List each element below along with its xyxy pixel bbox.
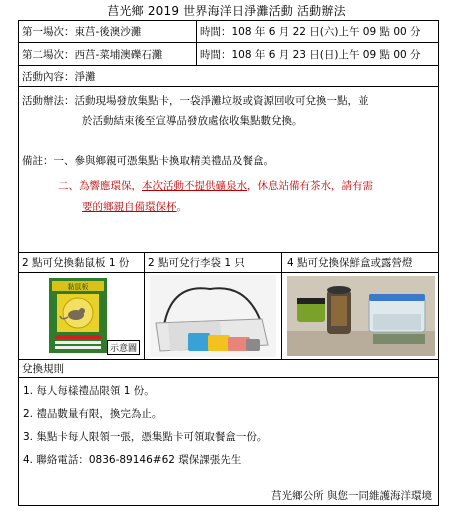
- rules-header-row: [19, 360, 438, 378]
- prize-2-label: 2 點可兌行李袋 1 只: [148, 257, 245, 269]
- container-lantern-image: [287, 276, 435, 356]
- footer-signature: 莒光鄉公所 與您一同維護海洋環境: [271, 490, 432, 502]
- session-1-label: 第一場次：東莒-後澳沙灘: [22, 26, 142, 38]
- session-2-label: 第二場次：西莒-菜埔澳礫石灘: [22, 48, 163, 61]
- travel-bag-image: [150, 275, 276, 357]
- content-row: [19, 66, 438, 87]
- note-2-b: ，: [131, 180, 142, 192]
- method-notes-block: [19, 87, 438, 253]
- rule-item-2: 2. 禮品數量有限，換完為止。: [23, 408, 163, 420]
- note-2-a: 為響應環保: [79, 180, 132, 192]
- travel-bag-icon: [150, 275, 276, 357]
- note-2-d: ，休息站備有茶水，請有需: [247, 180, 373, 192]
- prize-1-label: 2 點可兌換黏鼠板 1 份: [22, 257, 130, 269]
- note-2-f: 。: [176, 201, 187, 213]
- method-line-2: 於活動結束後至宣導品發放處依收集點數兌換。: [82, 115, 303, 127]
- event-table: [18, 20, 439, 506]
- note-2-c: 本次活動不提供礦泉水: [142, 180, 247, 192]
- session-row-2: [19, 43, 438, 66]
- session-1-time: 時間：108 年 6 月 22 日(六)上午 09 點 00 分: [200, 26, 421, 38]
- note-2-prefix: 二、: [58, 180, 79, 192]
- rule-item-1: 1. 每人每樣禮品限領 1 份。: [23, 385, 155, 397]
- note-2-line-1: [58, 178, 373, 193]
- content-text: 活動內容：淨灘: [22, 70, 96, 83]
- rules-header: 兌換規則: [22, 363, 64, 375]
- prize-image-row: [19, 273, 438, 360]
- glue-board-image: [49, 278, 107, 353]
- glue-board-package-icon: [49, 278, 107, 353]
- prize-label-row: [19, 253, 438, 273]
- note-2-e: 要的鄉親自備環保杯: [82, 201, 177, 213]
- session-2-time: 時間：108 年 6 月 23 日(日)上午 09 點 00 分: [200, 48, 421, 61]
- rule-item-3: 3. 集點卡每人限領一張，憑集點卡可領取餐盒一份。: [23, 431, 268, 443]
- page-title: 莒光鄉 2019 世界海洋日淨灘活動 活動辦法: [107, 4, 346, 18]
- illustration-caption: 示意圖: [107, 340, 140, 355]
- method-line-1: 活動辦法：活動現場發放集點卡，一袋淨灘垃圾或資源回收可兌換一點，並: [22, 95, 369, 107]
- note-2-line-2: [82, 199, 187, 214]
- rule-item-4: 4. 聯絡電話：0836-89146#62 環保課張先生: [23, 454, 242, 466]
- note-1: 備註：一、參與鄉親可憑集點卡換取精美禮品及餐盒。: [22, 155, 274, 167]
- session-row-1: [19, 21, 438, 43]
- prize-3-label: 4 點可兌換保鮮盒或露營燈: [287, 257, 413, 269]
- glue-board-brand: 黏鼠板: [67, 283, 89, 291]
- container-lantern-icon: [287, 276, 435, 356]
